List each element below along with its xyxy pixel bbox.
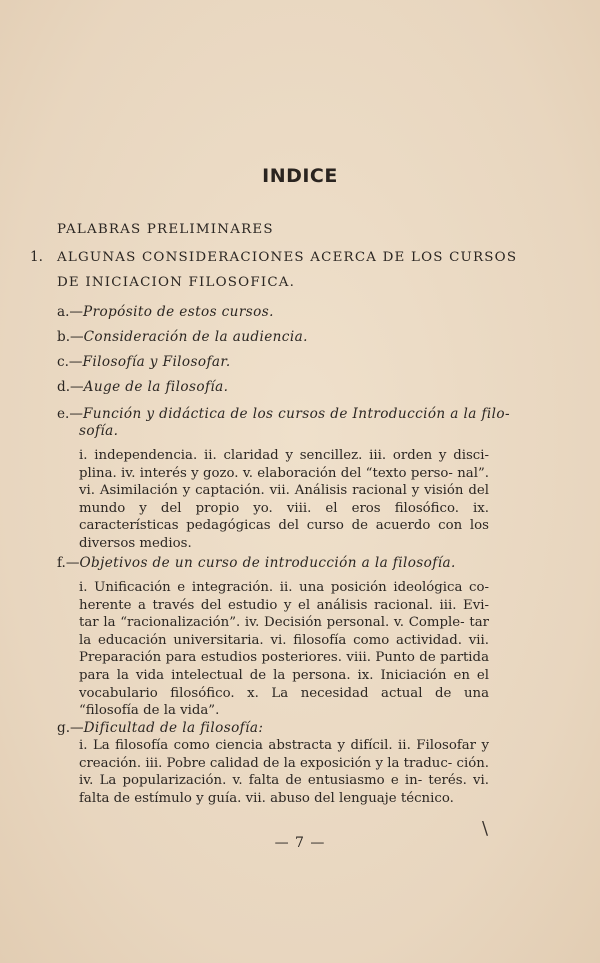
item-d — [57, 378, 228, 396]
item-e-continuation: sofía. — [79, 423, 119, 439]
prelim-entry: PALABRAS PRELIMINARES — [57, 222, 274, 237]
item-a — [57, 303, 274, 321]
item-letter: d.— — [57, 379, 84, 395]
item-letter: f.— — [57, 555, 80, 571]
item-letter: e.— — [57, 406, 83, 422]
item-letter: b.— — [57, 329, 84, 345]
item-g — [57, 719, 263, 737]
item-text: Objetivos de un curso de introducción a la filosofía. — [79, 555, 456, 571]
item-b — [57, 328, 308, 346]
paragraph-e: i. independencia. ii. claridad y sencillez. iii. orden y disci- plina. iv. interés y gozo. v. elaboración del “texto perso- nal”. vi. Asimilación y captación. vii. Análisis racional y visión del mundo y del propio yo. viii. el eros filosófico. ix. características pedagógicas del curso de acuerdo con los diversos medios. — [79, 448, 489, 551]
pencil-mark: \ — [482, 818, 489, 839]
item-f — [57, 554, 456, 572]
item-letter: g.— — [57, 720, 84, 736]
item-text: Dificultad de la filosofía: — [83, 720, 264, 736]
section-title-line2: DE INICIACION FILOSOFICA. — [57, 275, 296, 290]
page-number: — 7 — — [274, 835, 326, 851]
item-text: Función y didáctica de los cursos de Introducción a la filo- — [82, 406, 511, 422]
page-title: INDICE — [262, 165, 338, 187]
item-letter: c.— — [57, 354, 83, 370]
item-e — [57, 405, 510, 423]
item-text: Consideración de la audiencia. — [83, 329, 308, 345]
item-letter: a.— — [57, 304, 84, 320]
item-c — [57, 353, 231, 371]
paragraph-f: i. Unificación e integración. ii. una posición ideológica co- herente a través del estudio y el análisis racional. iii. Evi- tar la “racionalización”. iv. Decisión personal. v. Comple- tar la educación universitaria. vi. filosofía como actividad. vii. Preparación para estudios posteriores. viii. Punto de partida para la vida intelectual de la persona. ix. Iniciación en el vocabulario filosófico. x. La necesidad actual de una “filosofía de la vida”. — [79, 580, 489, 719]
section-number: 1. — [30, 249, 43, 265]
paragraph-g: i. La filosofía como ciencia abstracta y difícil. ii. Filosofar y creación. iii. Pobre calidad de la exposición y la traduc- ción. iv. La popularización. v. falta de entusiasmo e in- terés. vi. falta de estímulo y guía. vii. abuso del lenguaje técnico. — [79, 738, 489, 806]
section-title-line1: ALGUNAS CONSIDERACIONES ACERCA DE LOS CURSOS — [57, 250, 518, 265]
item-text: Filosofía y Filosofar. — [82, 354, 231, 370]
item-text: Propósito de estos cursos. — [83, 304, 274, 320]
item-text: Auge de la filosofía. — [83, 379, 229, 395]
